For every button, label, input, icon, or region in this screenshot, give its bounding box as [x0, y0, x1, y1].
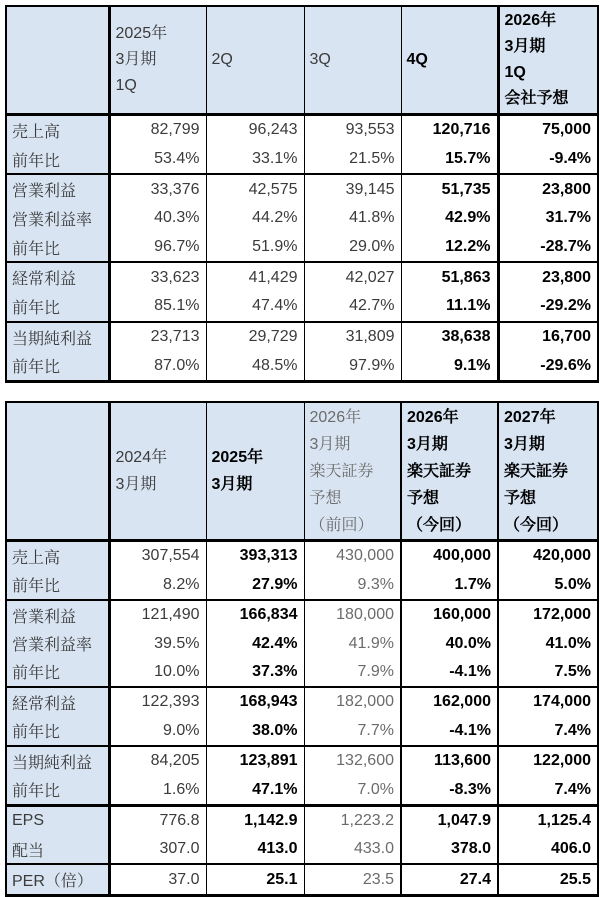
- column-header: [109, 6, 206, 115]
- data-cell: 7.7%: [304, 717, 401, 746]
- data-cell: 1.7%: [401, 571, 498, 600]
- data-cell: 123,891: [206, 746, 304, 775]
- header-line: 予想: [407, 489, 440, 507]
- row-label: 売上高: [6, 541, 109, 571]
- table-row: [6, 352, 598, 382]
- table-row: [6, 775, 598, 805]
- data-cell: 1,047.9: [401, 805, 498, 835]
- table-row: [6, 571, 598, 600]
- data-cell: 51,735: [401, 174, 498, 204]
- data-cell: -28.7%: [498, 233, 598, 263]
- data-cell: 180,000: [304, 600, 401, 629]
- corner-cell: [6, 402, 109, 541]
- header-line: 2026年: [504, 12, 557, 29]
- header-line: 2025年: [211, 449, 264, 467]
- header-row: [6, 6, 598, 115]
- header-line: 2026年: [309, 408, 362, 426]
- table-row: [6, 204, 598, 233]
- row-label: 当期純利益: [6, 322, 109, 352]
- header-line: 1Q: [115, 77, 137, 94]
- header-line: 4Q: [406, 51, 428, 68]
- table-row: [6, 145, 598, 175]
- table-row: [6, 541, 598, 571]
- column-header: [206, 6, 304, 115]
- data-cell: 122,000: [498, 746, 598, 775]
- data-cell: 23.5: [304, 864, 401, 895]
- data-cell: -9.4%: [498, 145, 598, 175]
- table-row: [6, 262, 598, 292]
- data-cell: 27.9%: [206, 571, 304, 600]
- data-cell: 96.7%: [109, 233, 206, 263]
- data-cell: 31.7%: [498, 204, 598, 233]
- header-line: 2027年: [504, 408, 556, 426]
- header-line: （今回）: [504, 516, 569, 534]
- column-header: [206, 402, 304, 541]
- data-cell: 166,834: [206, 600, 304, 629]
- data-cell: 7.9%: [304, 658, 401, 687]
- column-header: [498, 6, 598, 115]
- table-row: [6, 835, 598, 864]
- row-label: 前年比: [6, 233, 109, 263]
- data-cell: 38,638: [401, 322, 498, 352]
- data-cell: 93,553: [304, 115, 401, 145]
- data-cell: 75,000: [498, 115, 598, 145]
- data-cell: 33.1%: [206, 145, 304, 175]
- data-cell: 33,376: [109, 174, 206, 204]
- row-label: 前年比: [6, 145, 109, 175]
- data-cell: 120,716: [401, 115, 498, 145]
- row-label: 当期純利益: [6, 746, 109, 775]
- header-line: 会社予想: [504, 90, 569, 107]
- row-label: 営業利益: [6, 174, 109, 204]
- data-cell: 25.5: [498, 864, 598, 895]
- data-cell: 15.7%: [401, 145, 498, 175]
- row-label: PER（倍）: [6, 864, 109, 895]
- header-line: 予想: [309, 489, 342, 507]
- column-header: [401, 6, 498, 115]
- table-row: [6, 600, 598, 629]
- header-line: （前回）: [309, 516, 374, 534]
- data-cell: -4.1%: [401, 658, 498, 687]
- table-row: [6, 322, 598, 352]
- data-cell: 400,000: [401, 541, 498, 571]
- data-cell: 16,700: [498, 322, 598, 352]
- data-cell: 23,800: [498, 174, 598, 204]
- data-cell: -29.6%: [498, 352, 598, 382]
- data-cell: 41.0%: [498, 629, 598, 657]
- data-cell: 182,000: [304, 687, 401, 716]
- data-cell: 41,429: [206, 262, 304, 292]
- data-cell: 433.0: [304, 835, 401, 864]
- data-cell: 23,800: [498, 262, 598, 292]
- table-row: [6, 805, 598, 835]
- data-cell: 393,313: [206, 541, 304, 571]
- header-line: 楽天証券: [309, 462, 374, 480]
- row-label: 前年比: [6, 292, 109, 322]
- data-cell: 162,000: [401, 687, 498, 716]
- header-line: 3月期: [211, 476, 253, 494]
- data-cell: 9.1%: [401, 352, 498, 382]
- data-cell: 23,713: [109, 322, 206, 352]
- data-cell: 41.9%: [304, 629, 401, 657]
- data-cell: 37.0: [109, 864, 206, 895]
- data-cell: 7.0%: [304, 775, 401, 805]
- data-cell: 7.4%: [498, 775, 598, 805]
- data-cell: 132,600: [304, 746, 401, 775]
- data-cell: 38.0%: [206, 717, 304, 746]
- header-line: 2Q: [211, 51, 233, 68]
- data-cell: 168,943: [206, 687, 304, 716]
- table-row: [6, 115, 598, 145]
- data-cell: 307,554: [109, 541, 206, 571]
- table-row: [6, 292, 598, 322]
- data-cell: 39.5%: [109, 629, 206, 657]
- data-cell: 174,000: [498, 687, 598, 716]
- data-cell: -4.1%: [401, 717, 498, 746]
- row-label: 前年比: [6, 717, 109, 746]
- row-label: 前年比: [6, 658, 109, 687]
- column-header: [401, 402, 498, 541]
- header-line: 2024年: [115, 449, 168, 467]
- header-line: 2025年: [115, 25, 168, 42]
- row-label: 営業利益率: [6, 629, 109, 657]
- header-row: [6, 402, 598, 541]
- data-cell: 430,000: [304, 541, 401, 571]
- data-cell: 1,125.4: [498, 805, 598, 835]
- column-header: [498, 402, 598, 541]
- row-label: 営業利益: [6, 600, 109, 629]
- data-cell: 5.0%: [498, 571, 598, 600]
- header-line: 3Q: [309, 51, 331, 68]
- data-cell: 42.7%: [304, 292, 401, 322]
- header-line: 楽天証券: [504, 462, 569, 480]
- corner-cell: [6, 6, 109, 115]
- row-label: 売上高: [6, 115, 109, 145]
- column-header: [304, 6, 401, 115]
- data-cell: 42,027: [304, 262, 401, 292]
- data-cell: 33,623: [109, 262, 206, 292]
- data-cell: 84,205: [109, 746, 206, 775]
- data-cell: 44.2%: [206, 204, 304, 233]
- data-cell: 53.4%: [109, 145, 206, 175]
- data-cell: 29,729: [206, 322, 304, 352]
- data-cell: 7.4%: [498, 717, 598, 746]
- data-cell: 1,223.2: [304, 805, 401, 835]
- row-label: 前年比: [6, 775, 109, 805]
- header-line: 3月期: [504, 38, 546, 55]
- row-label: 前年比: [6, 571, 109, 600]
- row-label: EPS: [6, 805, 109, 835]
- data-cell: 413.0: [206, 835, 304, 864]
- data-cell: 41.8%: [304, 204, 401, 233]
- data-cell: 48.5%: [206, 352, 304, 382]
- data-cell: 47.1%: [206, 775, 304, 805]
- table-row: [6, 687, 598, 716]
- column-header: [109, 402, 206, 541]
- header-line: 楽天証券: [407, 462, 472, 480]
- data-cell: 7.5%: [498, 658, 598, 687]
- data-cell: 9.3%: [304, 571, 401, 600]
- data-cell: 378.0: [401, 835, 498, 864]
- data-cell: 51,863: [401, 262, 498, 292]
- data-cell: 8.2%: [109, 571, 206, 600]
- annual-forecast-table: [5, 401, 599, 897]
- table-row: [6, 864, 598, 895]
- data-cell: 29.0%: [304, 233, 401, 263]
- data-cell: 51.9%: [206, 233, 304, 263]
- data-cell: 12.2%: [401, 233, 498, 263]
- row-label: 配当: [6, 835, 109, 864]
- data-cell: 40.3%: [109, 204, 206, 233]
- data-cell: 40.0%: [401, 629, 498, 657]
- data-cell: 113,600: [401, 746, 498, 775]
- row-label: 経常利益: [6, 687, 109, 716]
- data-cell: 307.0: [109, 835, 206, 864]
- header-line: 3月期: [309, 435, 351, 453]
- data-cell: 420,000: [498, 541, 598, 571]
- data-cell: 1,142.9: [206, 805, 304, 835]
- data-cell: 27.4: [401, 864, 498, 895]
- data-cell: 9.0%: [109, 717, 206, 746]
- data-cell: 42,575: [206, 174, 304, 204]
- data-cell: 47.4%: [206, 292, 304, 322]
- header-line: （今回）: [407, 516, 472, 534]
- data-cell: 82,799: [109, 115, 206, 145]
- data-cell: 776.8: [109, 805, 206, 835]
- header-line: 予想: [504, 489, 537, 507]
- row-label: 経常利益: [6, 262, 109, 292]
- row-label: 営業利益率: [6, 204, 109, 233]
- data-cell: 160,000: [401, 600, 498, 629]
- data-cell: 11.1%: [401, 292, 498, 322]
- data-cell: 406.0: [498, 835, 598, 864]
- table-row: [6, 717, 598, 746]
- header-line: 3月期: [115, 476, 157, 494]
- data-cell: 21.5%: [304, 145, 401, 175]
- data-cell: 42.9%: [401, 204, 498, 233]
- table-row: [6, 233, 598, 263]
- data-cell: 1.6%: [109, 775, 206, 805]
- data-cell: 37.3%: [206, 658, 304, 687]
- table-row: [6, 629, 598, 657]
- header-line: 3月期: [407, 435, 448, 453]
- header-line: 3月期: [115, 51, 157, 68]
- data-cell: 97.9%: [304, 352, 401, 382]
- data-cell: -29.2%: [498, 292, 598, 322]
- data-cell: 10.0%: [109, 658, 206, 687]
- data-cell: 121,490: [109, 600, 206, 629]
- column-header: [304, 402, 401, 541]
- row-label: 前年比: [6, 352, 109, 382]
- table-row: [6, 658, 598, 687]
- data-cell: -8.3%: [401, 775, 498, 805]
- header-line: 2026年: [407, 408, 459, 426]
- data-cell: 31,809: [304, 322, 401, 352]
- data-cell: 87.0%: [109, 352, 206, 382]
- data-cell: 42.4%: [206, 629, 304, 657]
- header-line: 1Q: [504, 64, 526, 81]
- data-cell: 85.1%: [109, 292, 206, 322]
- data-cell: 39,145: [304, 174, 401, 204]
- data-cell: 25.1: [206, 864, 304, 895]
- data-cell: 122,393: [109, 687, 206, 716]
- table-row: [6, 174, 598, 204]
- data-cell: 172,000: [498, 600, 598, 629]
- table-row: [6, 746, 598, 775]
- quarterly-results-table: [5, 5, 599, 383]
- header-line: 3月期: [504, 435, 545, 453]
- data-cell: 96,243: [206, 115, 304, 145]
